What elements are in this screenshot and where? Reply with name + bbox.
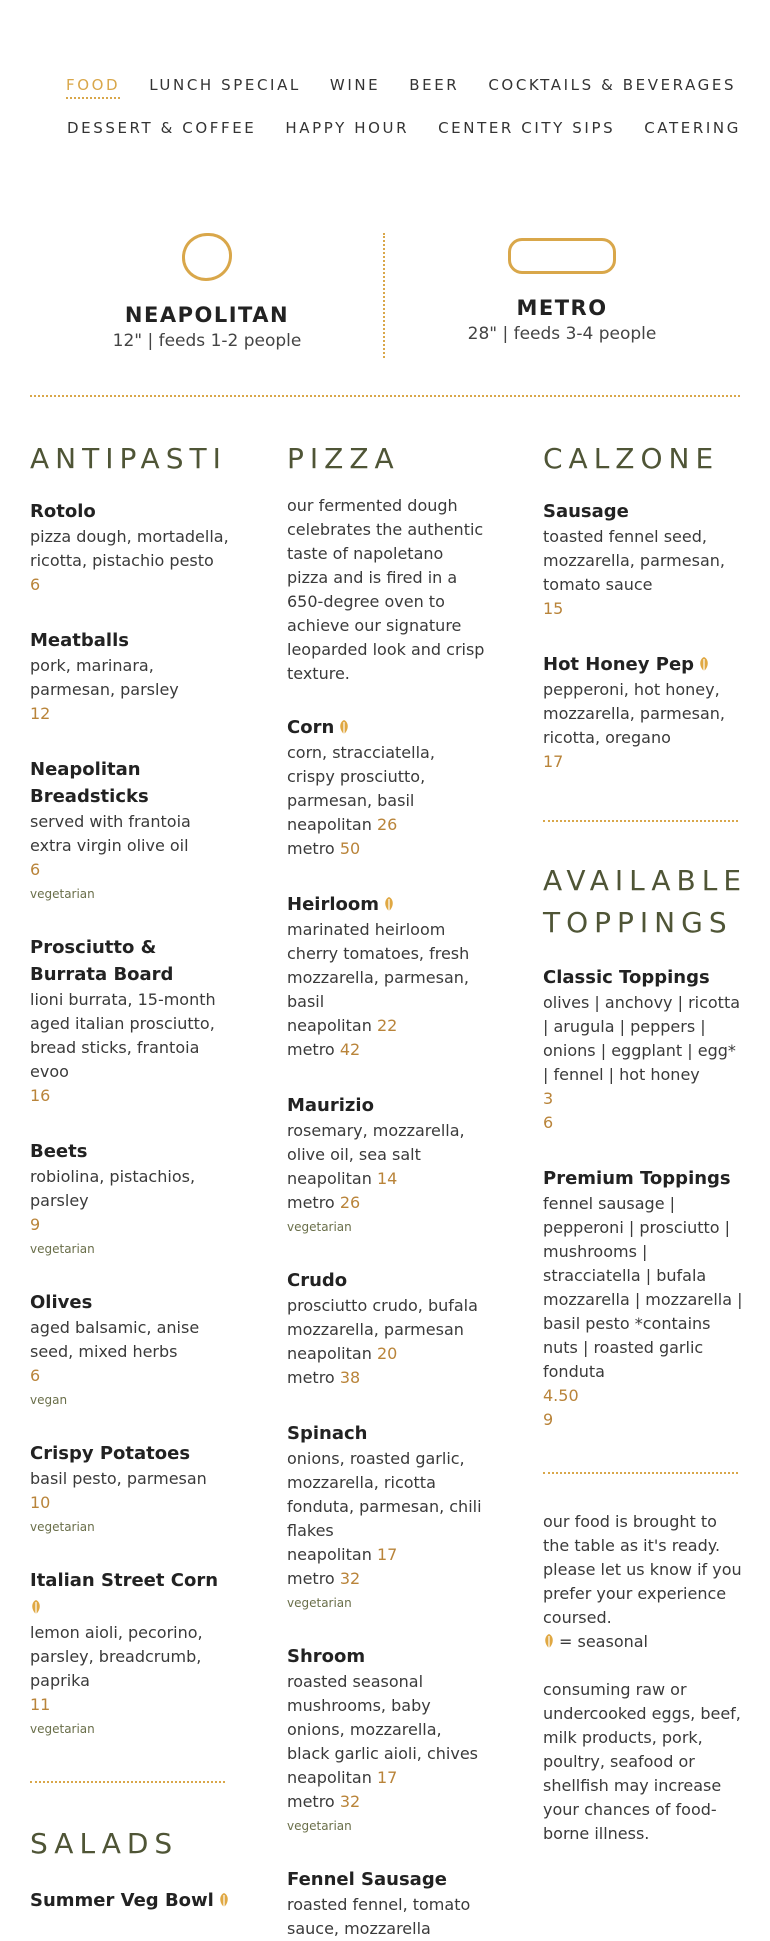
nav-catering[interactable]: CATERING [644, 119, 741, 137]
item-desc: basil pesto, parmesan [30, 1469, 207, 1488]
price-metro [287, 1366, 487, 1390]
price-metro [287, 1567, 487, 1591]
item-desc: pork, marinara, parmesan, parsley [30, 656, 179, 699]
item-price: 4.50 [543, 1386, 579, 1405]
size-label: neapolitan [287, 1169, 372, 1188]
seasonal-leaf-icon [698, 656, 710, 672]
item-price: 32 [339, 1792, 361, 1811]
rectangle-pizza-icon [508, 238, 616, 274]
menu-item [30, 1440, 230, 1537]
item-desc: corn, stracciatella, crispy prosciutto, parmesan, basil [287, 743, 435, 810]
service-note: our food is brought to the table as it's ready. please let us know if you prefer your experience coursed. [543, 1512, 742, 1627]
item-name: Prosciutto & Burrata Board [30, 937, 174, 985]
nav-happy-hour[interactable]: HAPPY HOUR [285, 119, 410, 137]
item-desc: toasted fennel seed, mozzarella, parmesan, tomato sauce [543, 527, 725, 594]
nav-dessert-coffee[interactable]: DESSERT & COFFEE [67, 119, 257, 137]
size-desc: 28" | feeds 3-4 people [467, 324, 657, 344]
size-label: neapolitan [287, 1768, 372, 1787]
menu-item [287, 1643, 487, 1836]
diet-tag: vegetarian [287, 1819, 352, 1833]
item-price: 14 [376, 1169, 398, 1188]
size-label: metro [287, 1569, 335, 1588]
size-label: neapolitan [287, 1344, 372, 1363]
menu-item [287, 1267, 487, 1390]
nav-row-2 [67, 119, 741, 137]
item-price: 9 [30, 1215, 41, 1234]
menu-item [543, 498, 743, 621]
item-desc: roasted seasonal mushrooms, baby onions, mozzarella, black garlic aioli, chives [287, 1672, 478, 1763]
nav-wine[interactable]: WINE [329, 76, 381, 94]
item-name: Neapolitan Breadsticks [30, 759, 149, 807]
section-divider [543, 820, 738, 822]
item-price: 26 [376, 815, 398, 834]
size-name: NEAPOLITAN [124, 303, 290, 327]
seasonal-leaf-icon [338, 719, 350, 735]
menu-item [30, 1289, 230, 1410]
menu-item [30, 498, 230, 597]
item-desc: robiolina, pistachios, parsley [30, 1167, 196, 1210]
item-name: Crudo [287, 1270, 348, 1291]
price-metro [287, 1191, 487, 1215]
item-name: Crispy Potatoes [30, 1443, 191, 1464]
item-desc: onions, roasted garlic, mozzarella, ricotta fonduta, parmesan, chili flakes [287, 1449, 482, 1540]
item-name-text: Hot Honey Pep [543, 654, 695, 675]
item-price: 20 [376, 1344, 398, 1363]
diet-tag: vegan [30, 1393, 68, 1407]
item-price: 10 [30, 1493, 51, 1512]
item-price: 11 [30, 1695, 51, 1714]
item-price: 38 [339, 1368, 361, 1387]
diet-tag: vegetarian [287, 1596, 352, 1610]
item-name [287, 891, 487, 918]
size-divider [383, 233, 385, 358]
seasonal-legend [543, 1630, 743, 1654]
antipasti-column [30, 438, 230, 1914]
seasonal-leaf-icon [383, 896, 395, 912]
diet-tag: vegetarian [30, 1242, 95, 1256]
diet-tag: vegetarian [30, 1722, 95, 1736]
size-label: metro [287, 1193, 335, 1212]
item-desc: pizza dough, mortadella, ricotta, pistachio pesto [30, 527, 229, 570]
menu-item [543, 1165, 743, 1432]
item-desc: lemon aioli, pecorino, parsley, breadcrumb, paprika [30, 1623, 203, 1690]
item-price: 16 [30, 1086, 51, 1105]
item-price: 6 [30, 575, 41, 594]
menu-item [287, 1092, 487, 1237]
menu-item [30, 756, 230, 904]
item-price: 22 [376, 1016, 398, 1035]
item-name-text: Heirloom [287, 894, 379, 915]
round-pizza-icon [182, 233, 232, 281]
item-name: Shroom [287, 1646, 366, 1667]
diet-tag: vegetarian [30, 1520, 95, 1534]
menu-item [30, 934, 230, 1108]
pizza-intro: our fermented dough celebrates the authentic taste of napoletano pizza and is fired in a 650-degree oven to achieve our signature leoparded look and crisp texture. [287, 496, 485, 683]
item-name: Spinach [287, 1423, 368, 1444]
item-desc: roasted fennel, tomato sauce, mozzarella [287, 1895, 471, 1938]
price-metro [287, 1790, 487, 1814]
size-label: metro [287, 1368, 335, 1387]
nav-center-city-sips[interactable]: CENTER CITY SIPS [438, 119, 616, 137]
item-price: 9 [543, 1410, 554, 1429]
consumer-warning: consuming raw or undercooked eggs, beef, milk products, pork, poultry, seafood or shellfish may increase your chances of food-borne illness. [543, 1680, 741, 1843]
menu-item [287, 891, 487, 1062]
section-title: CALZONE [543, 442, 720, 475]
item-desc: rosemary, mozzarella, olive oil, sea salt [287, 1121, 465, 1164]
item-price: 17 [543, 752, 564, 771]
nav-row-1 [66, 76, 736, 99]
item-desc: pepperoni, hot honey, mozzarella, parmesan, ricotta, oregano [543, 680, 725, 747]
diet-tag: vegetarian [287, 1220, 352, 1234]
legend-text: = seasonal [559, 1632, 648, 1651]
item-name: Sausage [543, 501, 629, 522]
item-name: Classic Toppings [543, 967, 710, 988]
size-label: metro [287, 839, 335, 858]
item-price: 12 [30, 704, 51, 723]
section-divider [30, 395, 740, 397]
size-metro [412, 228, 712, 344]
diet-tag: vegetarian [30, 887, 95, 901]
item-name [30, 1567, 230, 1621]
item-name: Fennel Sausage [287, 1869, 447, 1890]
menu-item [287, 1866, 487, 1941]
item-price: 17 [376, 1545, 398, 1564]
size-label: neapolitan [287, 815, 372, 834]
menu-item [30, 627, 230, 726]
seasonal-leaf-icon [218, 1892, 230, 1908]
item-name [30, 1887, 230, 1914]
item-price: 17 [376, 1768, 398, 1787]
section-title: SALADS [30, 1827, 179, 1860]
section-title: AVAILABLE TOPPINGS [543, 864, 748, 939]
menu-item [287, 714, 487, 861]
item-name-text: Italian Street Corn [30, 1570, 219, 1591]
menu-item [30, 1567, 230, 1739]
seasonal-leaf-icon [30, 1599, 42, 1615]
item-name [543, 651, 743, 678]
price-metro [287, 837, 487, 861]
item-name-text: Corn [287, 717, 335, 738]
item-name: Beets [30, 1141, 88, 1162]
item-desc: marinated heirloom cherry tomatoes, fresh mozzarella, parmesan, basil [287, 920, 470, 1011]
item-price: 6 [30, 860, 41, 879]
price-neapolitan [287, 1342, 487, 1366]
item-price: 42 [339, 1040, 361, 1059]
section-divider [543, 1472, 738, 1474]
menu-item [543, 651, 743, 774]
item-price: 26 [339, 1193, 361, 1212]
item-price: 3 [543, 1089, 554, 1108]
seasonal-leaf-icon [543, 1633, 555, 1649]
size-label: metro [287, 1792, 335, 1811]
size-label: neapolitan [287, 1545, 372, 1564]
nav-beer[interactable]: BEER [409, 76, 460, 94]
item-name: Olives [30, 1292, 93, 1313]
item-price: 50 [339, 839, 361, 858]
section-title: ANTIPASTI [30, 442, 227, 475]
item-name [287, 714, 487, 741]
item-desc: olives | anchovy | ricotta | arugula | peppers | onions | eggplant | egg* | fennel | hot honey [543, 993, 741, 1084]
item-price: 6 [30, 1366, 41, 1385]
pizza-sizes [0, 228, 770, 358]
size-desc: 12" | feeds 1-2 people [112, 331, 302, 351]
item-desc: served with frantoia extra virgin olive oil [30, 812, 191, 855]
pizza-column [287, 438, 487, 1941]
item-price: 15 [543, 599, 564, 618]
price-metro [287, 1038, 487, 1062]
menu-item [30, 1887, 230, 1914]
menu-item [543, 964, 743, 1135]
price-neapolitan [287, 1766, 487, 1790]
item-desc: fennel sausage | pepperoni | prosciutto | mushrooms | stracciatella | bufala mozzarella | mozzarella | basil pesto *contains nuts | roasted garlic fonduta [543, 1194, 743, 1381]
section-divider [30, 1781, 225, 1783]
size-label: metro [287, 1040, 335, 1059]
calzone-column [543, 438, 748, 1846]
item-name: Rotolo [30, 501, 96, 522]
price-neapolitan [287, 813, 487, 837]
nav-cocktails-beverages[interactable]: COCKTAILS & BEVERAGES [488, 76, 737, 94]
size-neapolitan [57, 228, 357, 351]
item-name: Meatballs [30, 630, 129, 651]
nav-food[interactable]: FOOD [66, 76, 120, 99]
nav-lunch-special[interactable]: LUNCH SPECIAL [149, 76, 301, 94]
menu-item [287, 1420, 487, 1613]
price-neapolitan [287, 1167, 487, 1191]
item-price: 6 [543, 1113, 554, 1132]
item-name: Premium Toppings [543, 1168, 731, 1189]
menu-item [30, 1138, 230, 1259]
item-name-text: Summer Veg Bowl [30, 1890, 214, 1911]
item-desc: prosciutto crudo, bufala mozzarella, parmesan [287, 1296, 478, 1339]
price-neapolitan [287, 1543, 487, 1567]
item-desc: lioni burrata, 15-month aged italian prosciutto, bread sticks, frantoia evoo [30, 990, 216, 1081]
size-label: neapolitan [287, 1016, 372, 1035]
price-neapolitan [287, 1014, 487, 1038]
item-desc: aged balsamic, anise seed, mixed herbs [30, 1318, 200, 1361]
section-title: PIZZA [287, 442, 400, 475]
item-price: 32 [339, 1569, 361, 1588]
item-name: Maurizio [287, 1095, 374, 1116]
size-name: METRO [516, 296, 608, 320]
